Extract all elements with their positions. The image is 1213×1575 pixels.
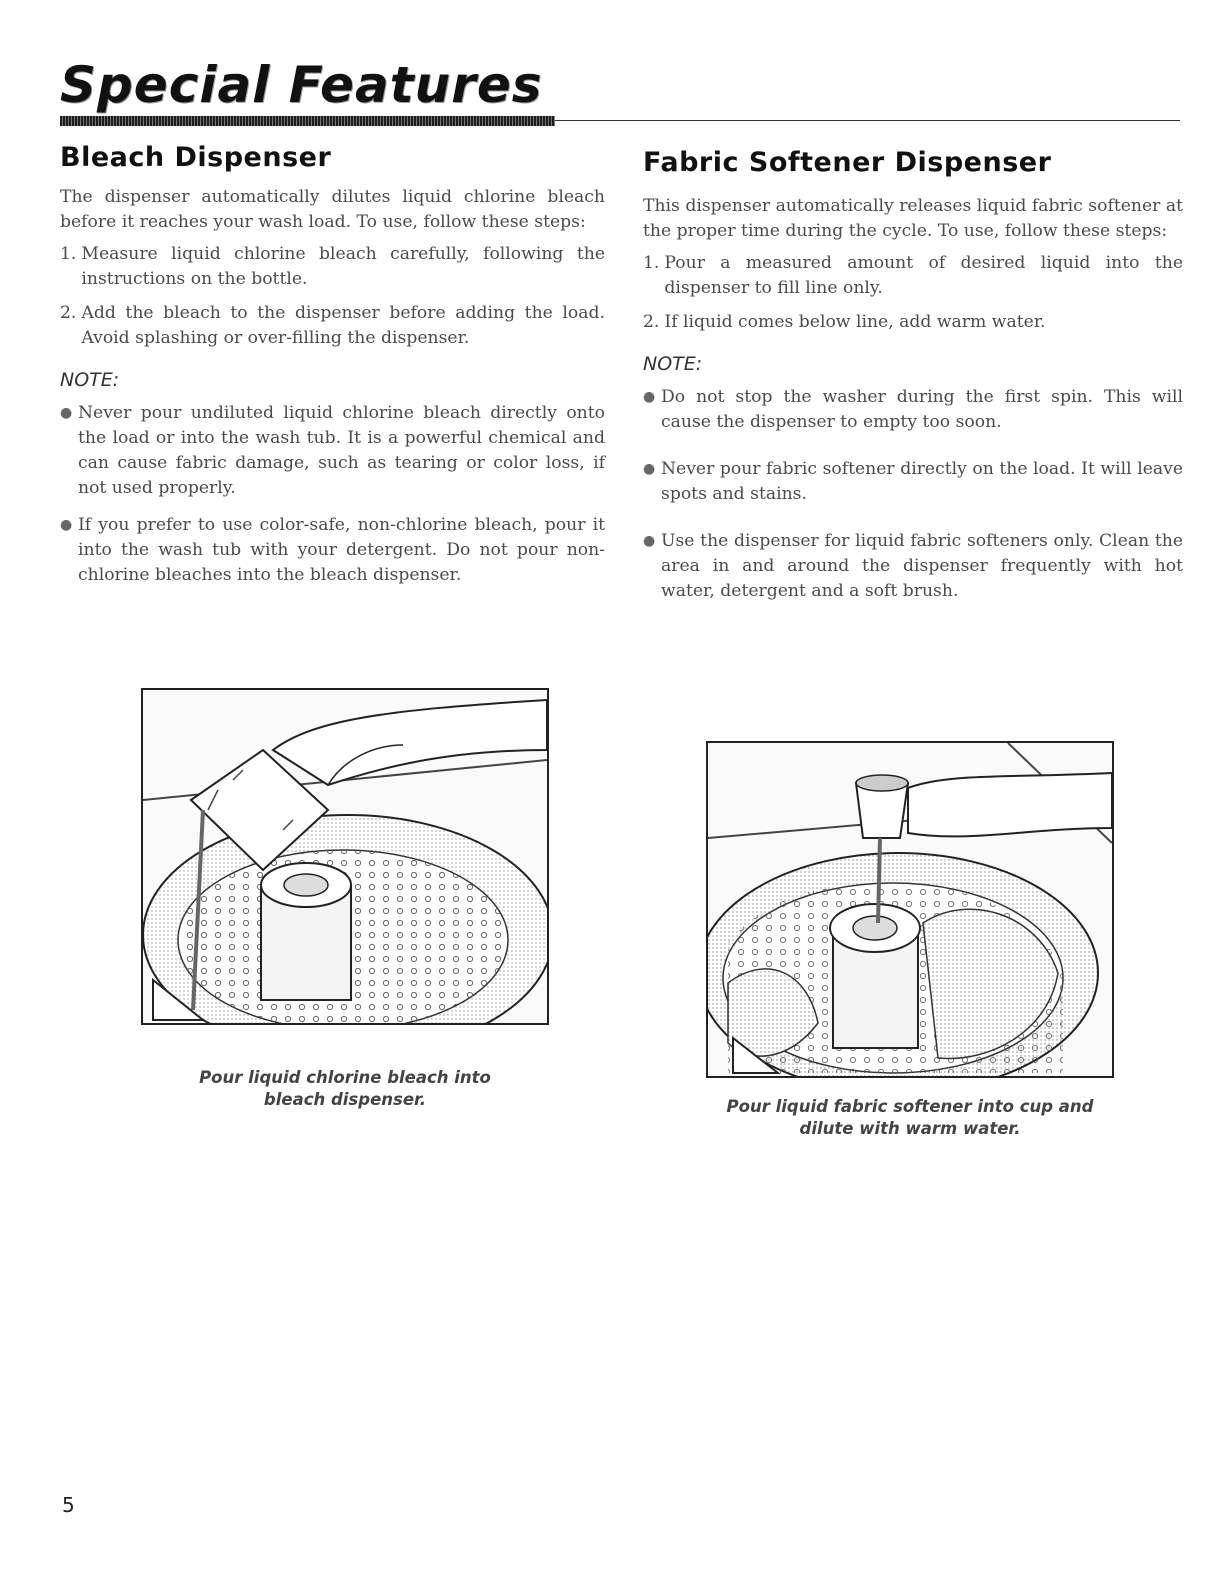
step-text: Pour a measured amount of desired liquid into the dispenser to fill line only. xyxy=(664,253,1183,298)
bleach-intro: The dispenser automatically dilutes liquid chlorine bleach before it reaches your wash load. To use, follow these steps: xyxy=(60,187,605,232)
softener-intro: This dispenser automatically releases liquid fabric softener at the proper time during the cycle. To use, follow these steps: xyxy=(643,196,1183,241)
bleach-note-label: NOTE: xyxy=(60,369,120,391)
bullet-dot-icon: ● xyxy=(643,389,656,405)
step-number: 1. xyxy=(60,244,77,264)
title-rule-thick xyxy=(60,116,555,126)
bleach-caption: Pour liquid chlorine bleach into bleach dispenser. xyxy=(199,1068,491,1109)
bleach-step xyxy=(60,301,605,351)
step-text: If liquid comes below line, add warm water. xyxy=(664,312,1046,332)
softener-note-label: NOTE: xyxy=(643,353,703,375)
bleach-section xyxy=(60,142,605,600)
page-title: Special Features xyxy=(60,56,543,114)
softener-note-item xyxy=(643,529,1183,604)
step-number: 1. xyxy=(643,253,660,273)
note-text: Never pour fabric softener directly on the load. It will leave spots and stains. xyxy=(661,459,1183,504)
note-text: Never pour undiluted liquid chlorine bleach directly onto the load or into the wash tub. It is a powerful chemical and can cause fabric damage, such as tearing or color loss, if not used properly. xyxy=(78,403,605,498)
softener-caption: Pour liquid fabric softener into cup and dilute with warm water. xyxy=(726,1097,1094,1138)
step-number: 2. xyxy=(643,312,660,332)
softener-section xyxy=(643,147,1183,626)
bleach-step xyxy=(60,242,605,292)
bleach-note-item xyxy=(60,513,605,588)
softener-illustration xyxy=(706,741,1114,1078)
step-text: Measure liquid chlorine bleach carefully, following the instructions on the bottle. xyxy=(81,244,605,289)
softener-step xyxy=(643,310,1183,335)
bullet-dot-icon: ● xyxy=(643,461,656,477)
note-text: If you prefer to use color-safe, non-chlorine bleach, pour it into the wash tub with your detergent. Do not pour non-chlorine bleaches into the bleach dispenser. xyxy=(78,515,605,585)
bullet-dot-icon: ● xyxy=(60,517,73,533)
step-number: 2. xyxy=(60,303,77,323)
bleach-heading: Bleach Dispenser xyxy=(60,142,332,173)
softener-note-item xyxy=(643,385,1183,435)
bullet-dot-icon: ● xyxy=(60,405,73,421)
bleach-note-item xyxy=(60,401,605,501)
bullet-dot-icon: ● xyxy=(643,533,656,549)
title-rule-thin xyxy=(555,120,1180,121)
softener-note-item xyxy=(643,457,1183,507)
softener-heading: Fabric Softener Dispenser xyxy=(643,147,1052,178)
bleach-illustration xyxy=(141,688,549,1025)
note-text: Use the dispenser for liquid fabric softeners only. Clean the area in and around the dispenser frequently with hot water, detergent and a soft brush. xyxy=(661,531,1183,601)
note-text: Do not stop the washer during the first spin. This will cause the dispenser to empty too soon. xyxy=(661,387,1183,432)
softener-step xyxy=(643,251,1183,301)
page-number: 5 xyxy=(62,1493,75,1517)
step-text: Add the bleach to the dispenser before adding the load. Avoid splashing or over-filling the dispenser. xyxy=(81,303,605,348)
